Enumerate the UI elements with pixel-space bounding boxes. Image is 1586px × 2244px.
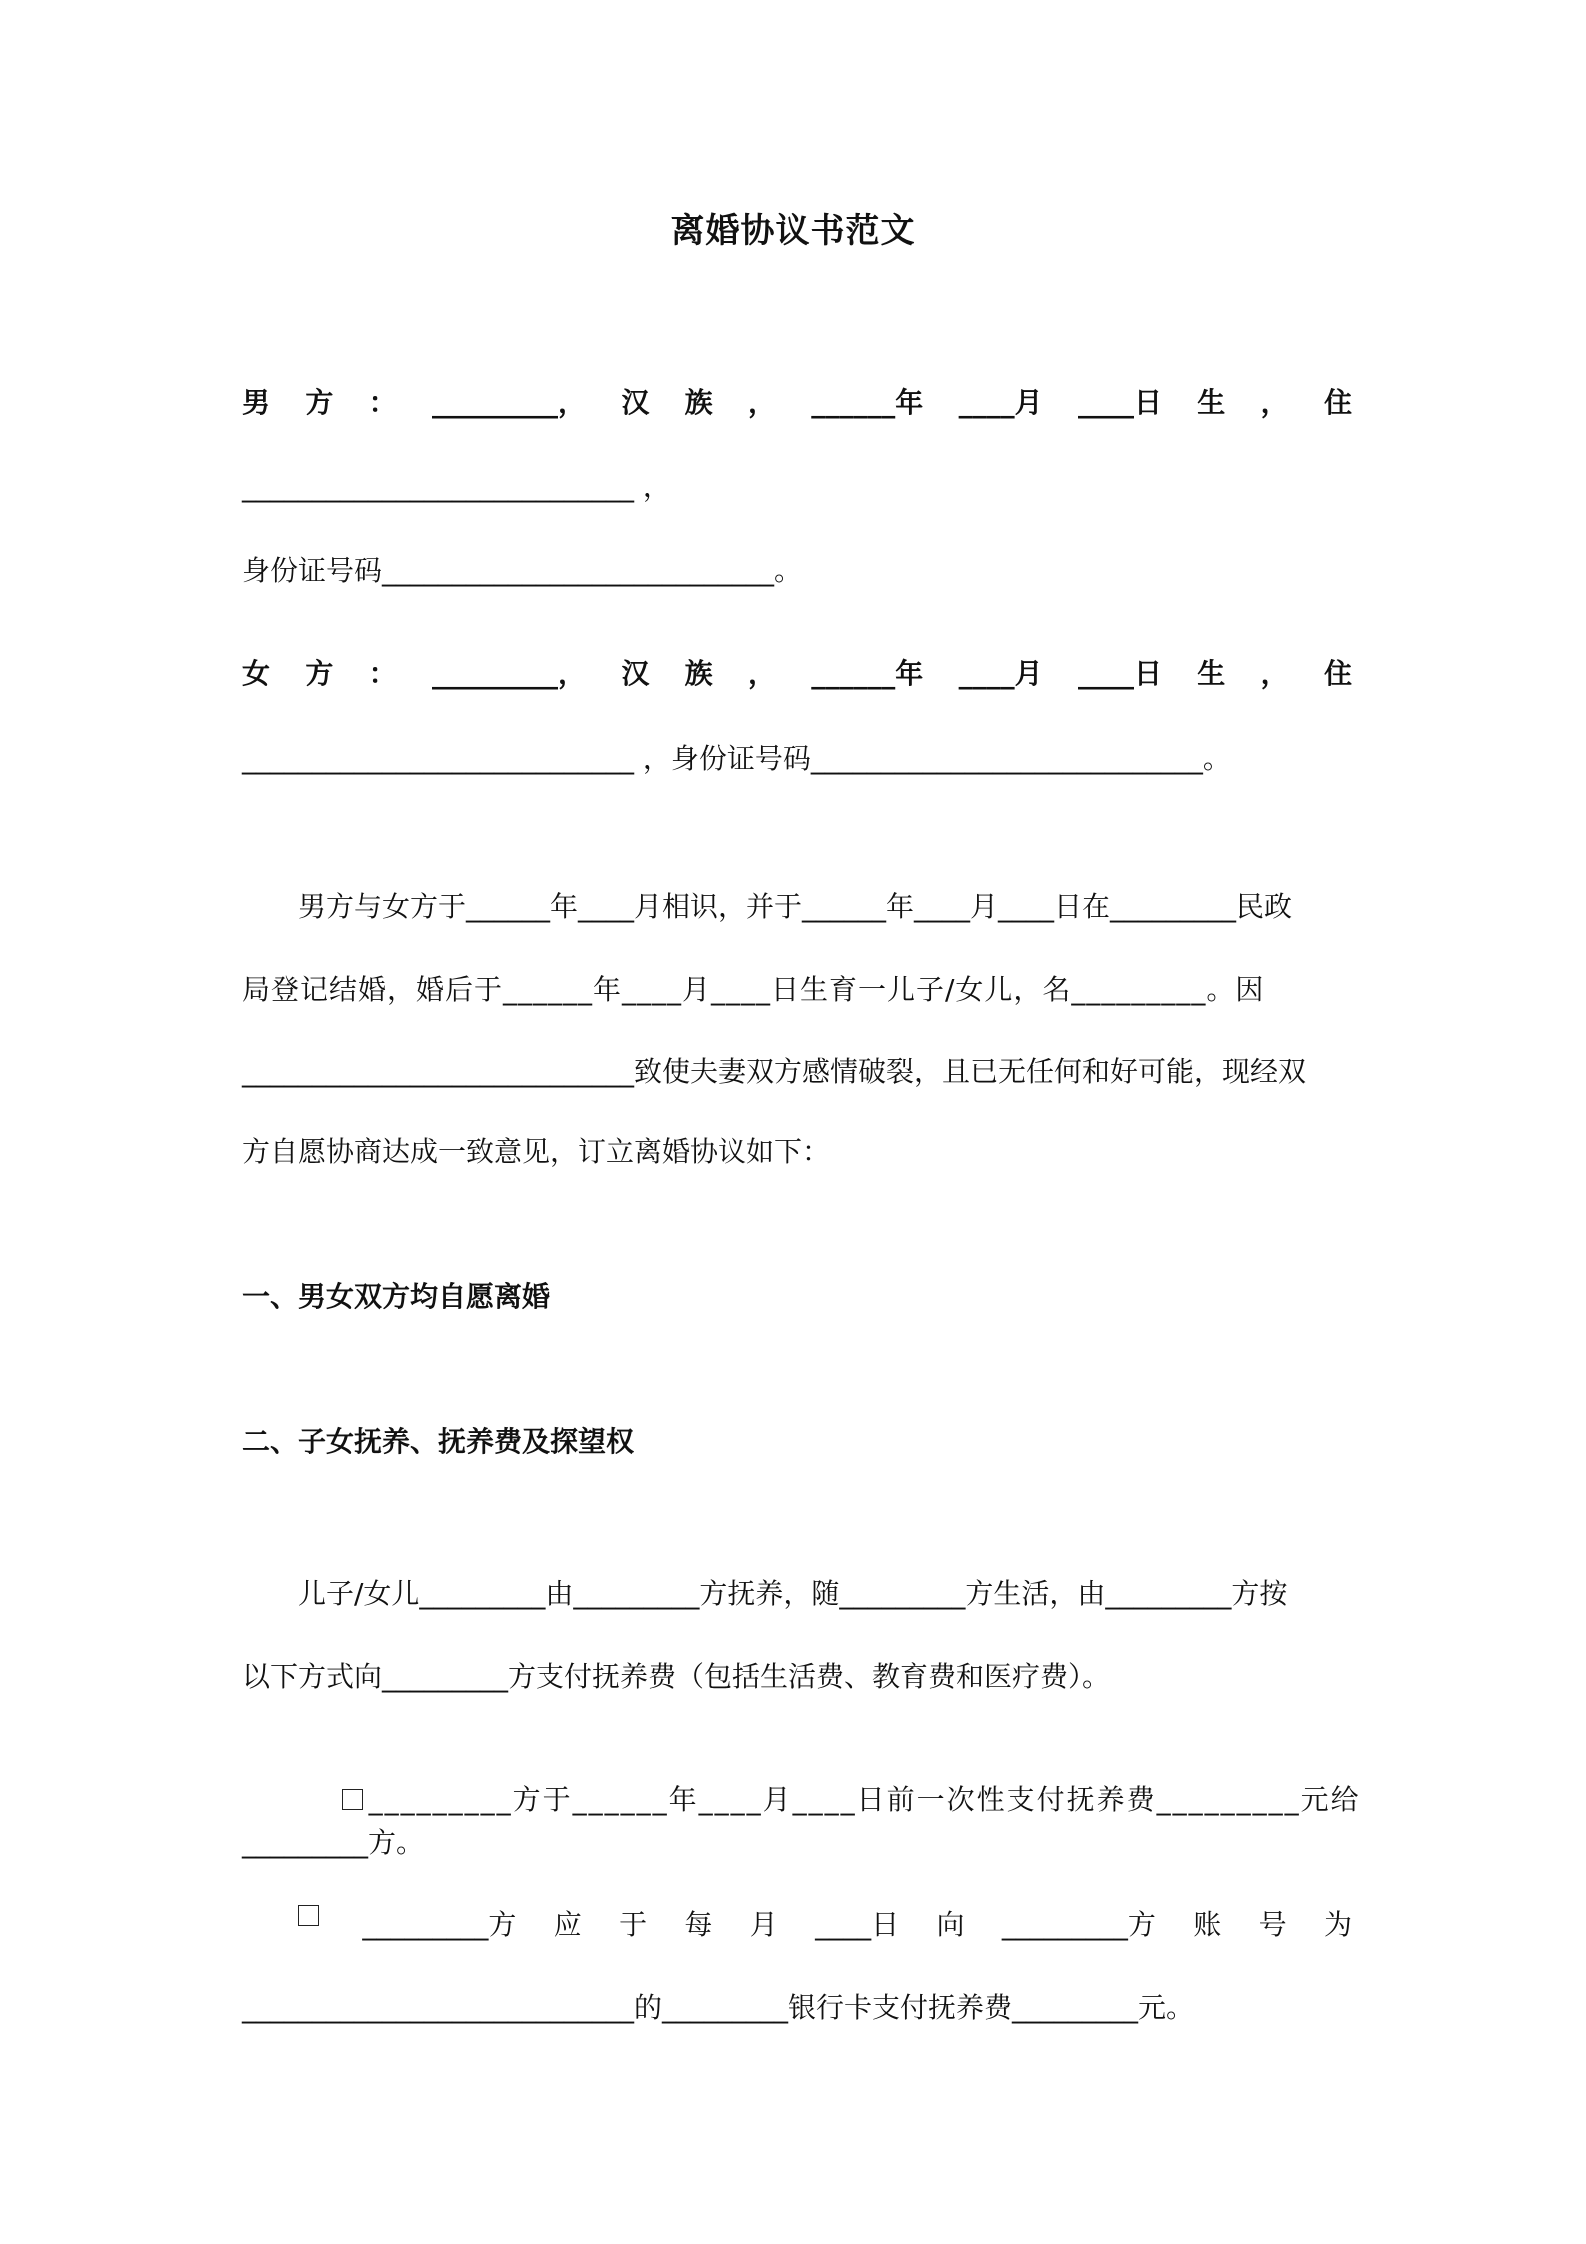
section-heading-2: 二、子女抚养、抚养费及探望权 xyxy=(242,1425,635,1458)
male-line-token: 汉 xyxy=(621,386,650,419)
option-2-line-2: ____________________________的_________银行卡支付抚养费_________元。 xyxy=(242,1991,1195,2024)
option-2-token: 应 xyxy=(553,1908,582,1941)
female-line-token: 女 xyxy=(242,657,271,690)
male-line-token: ____日 xyxy=(1077,386,1162,419)
option-1-line-2: _________方。 xyxy=(242,1826,425,1859)
female-line-token: 方 xyxy=(305,657,334,690)
male-party-line xyxy=(242,383,1352,423)
option-2-token: _________方 xyxy=(362,1908,517,1941)
female-line-token: 族 xyxy=(684,657,713,690)
male-line-token: 方 xyxy=(305,386,334,419)
male-line-token: ______年 xyxy=(811,386,924,419)
male-line-token: 住 xyxy=(1323,386,1352,419)
checkbox-option-2[interactable] xyxy=(298,1905,319,1926)
female-line-token: ， xyxy=(747,657,776,690)
custody-line-2: 以下方式向_________方支付抚养费（包括生活费、教育费和医疗费）。 xyxy=(242,1660,1111,1693)
female-line-token: ______年 xyxy=(811,657,924,690)
female-address-id-line: ____________________________ ，身份证号码____________________________。 xyxy=(242,742,1231,775)
intro-line-1: 男方与女方于______年____月相识，并于______年____月____日在_________民政 xyxy=(298,890,1293,923)
male-address-line: ____________________________ ， xyxy=(242,470,671,503)
male-line-token: 生 xyxy=(1197,386,1226,419)
option-2-token: 号 xyxy=(1258,1908,1287,1941)
male-line-token: ， xyxy=(1260,386,1289,419)
checkbox-option-1[interactable] xyxy=(342,1789,363,1810)
male-line-token: ： xyxy=(368,386,397,419)
female-line-token: ____月 xyxy=(958,657,1043,690)
male-id-line: 身份证号码____________________________。 xyxy=(242,554,803,587)
male-line-token: 族 xyxy=(684,386,713,419)
option-2-token: 向 xyxy=(936,1908,965,1941)
intro-line-4: 方自愿协商达成一致意见，订立离婚协议如下： xyxy=(242,1135,831,1168)
male-line-token: 男 xyxy=(242,386,271,419)
option-2-token: 为 xyxy=(1323,1908,1352,1941)
option-2-token: 于 xyxy=(619,1908,648,1941)
custody-line-1: 儿子/女儿_________由_________方抚养，随_________方生活，由_________方按 xyxy=(298,1577,1288,1610)
female-party-line xyxy=(242,654,1352,694)
option-1-text: _________方于______年____月____日前一次性支付抚养费_________元给 xyxy=(368,1783,1361,1816)
option-2-token: 每 xyxy=(684,1908,713,1941)
page-title: 离婚协议书范文 xyxy=(670,211,916,251)
female-line-token: 生 xyxy=(1197,657,1226,690)
female-line-token: ____日 xyxy=(1077,657,1162,690)
male-line-token: _________， xyxy=(431,386,586,419)
option-2-token: 月 xyxy=(749,1908,778,1941)
option-2-token: _________方 xyxy=(1001,1908,1156,1941)
option-2-line-1 xyxy=(298,1905,1352,1945)
option-2-token: ____日 xyxy=(815,1908,900,1941)
female-line-token: _________， xyxy=(431,657,586,690)
female-line-token: 住 xyxy=(1323,657,1352,690)
intro-line-2: 局登记结婚，婚后于______年____月____日生育一儿子/女儿，名_________。因 xyxy=(242,973,1265,1006)
female-line-token: ： xyxy=(368,657,397,690)
female-line-token: 汉 xyxy=(621,657,650,690)
section-heading-1: 一、男女双方均自愿离婚 xyxy=(242,1280,551,1313)
male-line-token: ， xyxy=(747,386,776,419)
male-line-token: ____月 xyxy=(958,386,1043,419)
intro-line-3: ____________________________致使夫妻双方感情破裂，且已无任何和好可能，现经双 xyxy=(242,1055,1307,1088)
option-2-token: 账 xyxy=(1193,1908,1222,1941)
female-line-token: ， xyxy=(1260,657,1289,690)
